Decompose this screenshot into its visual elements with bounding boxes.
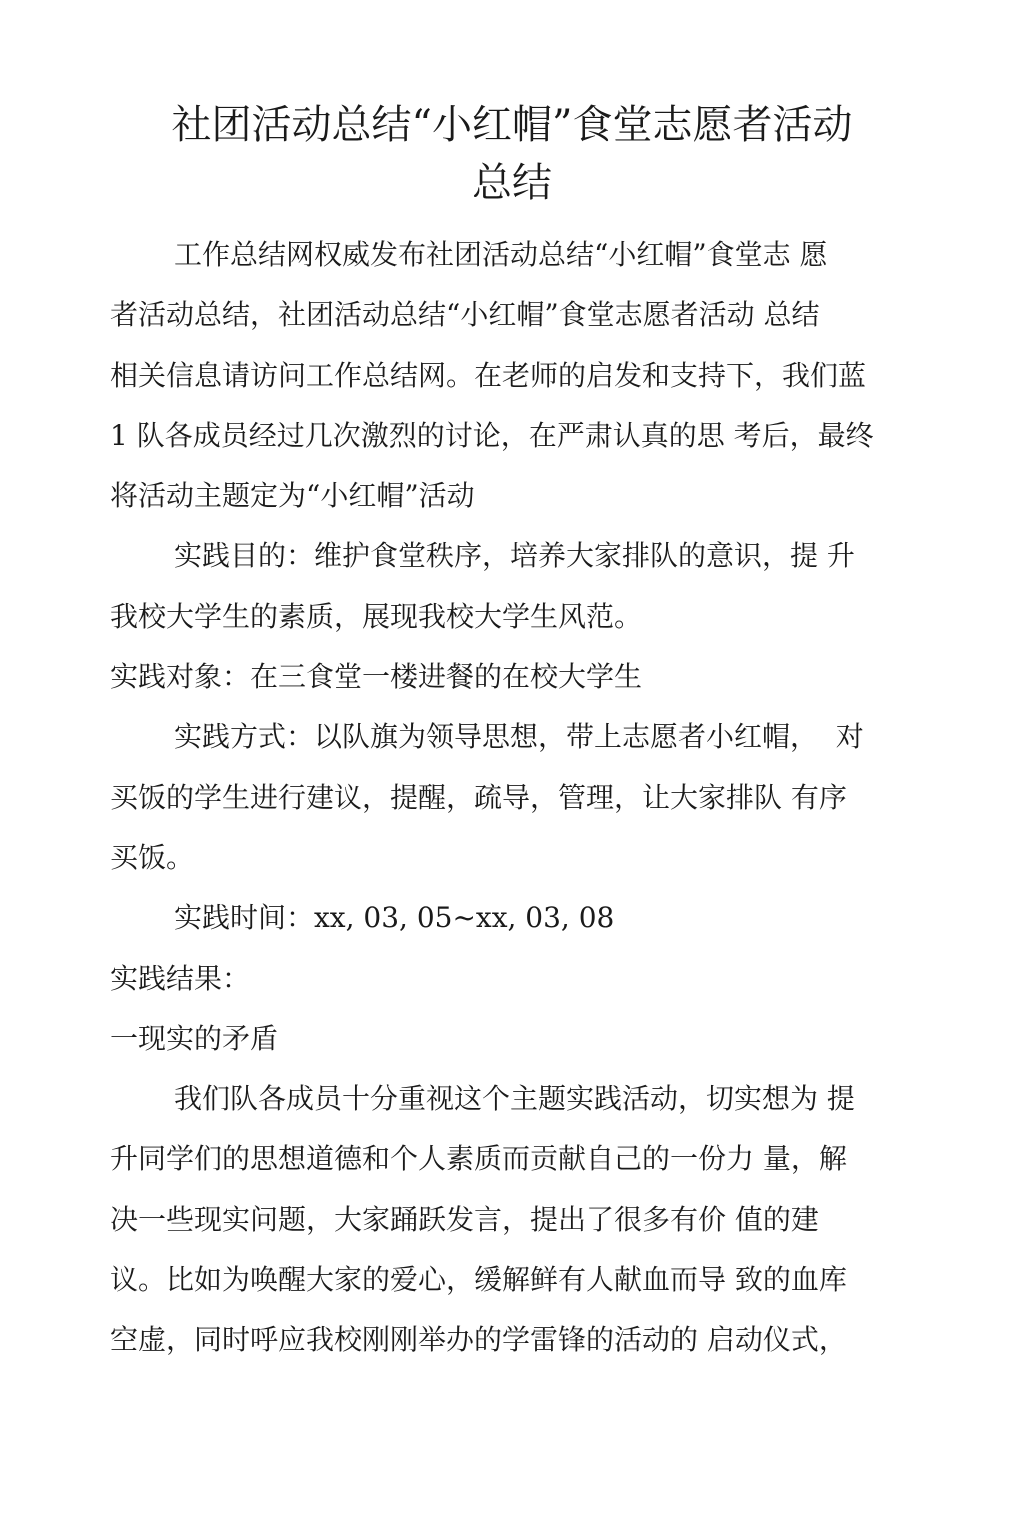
text-line: 实践对象：在三食堂一楼进餐的在校大学生 <box>110 660 643 694</box>
text-line: 空虚，同时呼应我校刚刚举办的学雷锋的活动的 启动仪式， <box>110 1323 847 1357</box>
text-line: 买饭。 <box>110 840 195 874</box>
paragraph-method <box>110 707 918 888</box>
paragraph-discussion <box>110 1069 918 1370</box>
text-line: 实践结果： <box>110 961 251 995</box>
text-line: 相关信息请访问工作总结网。在老师的启发和支持下，我们蓝 <box>110 358 867 392</box>
paragraph-time <box>110 888 918 948</box>
title-line-1: 社团活动总结“小红帽”食堂志愿者活动 <box>171 102 853 148</box>
paragraph-intro <box>110 225 918 526</box>
text-line: 一现实的矛盾 <box>110 1021 279 1055</box>
document-title <box>110 96 914 212</box>
text-line: 我校大学生的素质，展现我校大学生风范。 <box>110 599 643 633</box>
text-line: 1 队各成员经过几次激烈的讨论，在严肃认真的思 考后，最终 <box>110 418 874 452</box>
text-line: 工作总结网权威发布社团活动总结“小红帽”食堂志 愿 <box>174 238 828 271</box>
text-line: 议。比如为唤醒大家的爱心，缓解鲜有人献血而导 致的血库 <box>110 1263 847 1297</box>
title-line-2: 总结 <box>472 160 552 206</box>
paragraph-purpose <box>110 526 918 647</box>
paragraph-results-heading <box>110 949 918 1009</box>
paragraph-target <box>110 647 918 707</box>
text-line: 实践方式：以队旗为领导思想，带上志愿者小红帽， 对 <box>174 720 864 754</box>
text-line: 我们队各成员十分重视这个主题实践活动，切实想为 提 <box>174 1082 855 1116</box>
text-line: 将活动主题定为“小红帽”活动 <box>110 479 475 513</box>
section-heading <box>110 1009 918 1069</box>
text-line: 者活动总结，社团活动总结“小红帽”食堂志愿者活动 总结 <box>110 298 820 332</box>
text-line: 决一些现实问题，大家踊跃发言，提出了很多有价 值的建 <box>110 1202 819 1236</box>
text-line: 升同学们的思想道德和个人素质而贡献自己的一份力 量，解 <box>110 1142 847 1176</box>
text-line: 买饭的学生进行建议，提醒，疏导，管理，让大家排队 有序 <box>110 780 847 814</box>
text-line: 实践目的：维护食堂秩序，培养大家排队的意识，提 升 <box>174 539 855 573</box>
document-body <box>110 225 918 1371</box>
text-line: 实践时间：xx, 03, 05~xx, 03, 08 <box>174 901 615 935</box>
